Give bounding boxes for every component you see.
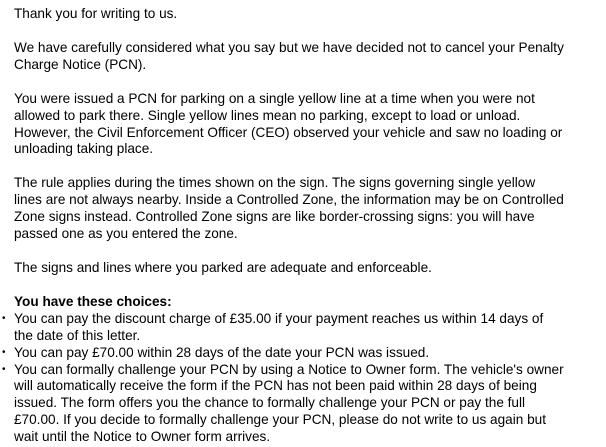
- choice-text: You can pay the discount charge of £35.00 if your payment reaches us within 14 days of the date of this letter.: [14, 310, 544, 343]
- choice-item: [2, 344, 606, 362]
- choices-list: [2, 310, 606, 446]
- choice-text: You can formally challenge your PCN by using a Notice to Owner form. The vehicle's owner will automatically receive the form if the PCN has not been paid within 28 days of being issued. The form offers you the chance to formally challenge your PCN or pay the full £70.00. If you decide to formally challenge your PCN, please do not write to us again but wait until the Notice to Owner form arrives.: [14, 361, 564, 445]
- bullet-icon: •: [2, 346, 6, 358]
- letter-paragraph-contravention: You were issued a PCN for parking on a single yellow line at a time when you were not allowed to park there. Single yellow lines mean no parking, except to load or unload. However, the Civil Enforcement Officer (CEO) observed your vehicle and saw no loading or unloading taking place.: [14, 90, 563, 157]
- bullet-icon: •: [2, 312, 6, 324]
- letter-body: [2, 6, 606, 446]
- letter-paragraph-enforceable: The signs and lines where you parked are adequate and enforceable.: [14, 259, 432, 275]
- choice-item: [2, 361, 606, 447]
- letter-greeting: Thank you for writing to us.: [14, 6, 178, 21]
- letter-paragraph-signage-rule: The rule applies during the times shown on the sign. The signs governing single yellow lines are not always nearby. Inside a Controlled Zone, the information may be on Controlled Zone signs instead. Controlled Zone signs are like border-crossing signs: you will have passed one as you entered the zone.: [14, 175, 564, 242]
- letter-paragraph-decision: We have carefully considered what you say but we have decided not to cancel your Penalty Charge Notice (PCN).: [14, 39, 564, 72]
- choices-heading: You have these choices:: [14, 293, 172, 309]
- bullet-icon: •: [2, 363, 6, 375]
- choice-item: [2, 310, 606, 345]
- choice-text: You can pay £70.00 within 28 days of the date your PCN was issued.: [14, 344, 430, 360]
